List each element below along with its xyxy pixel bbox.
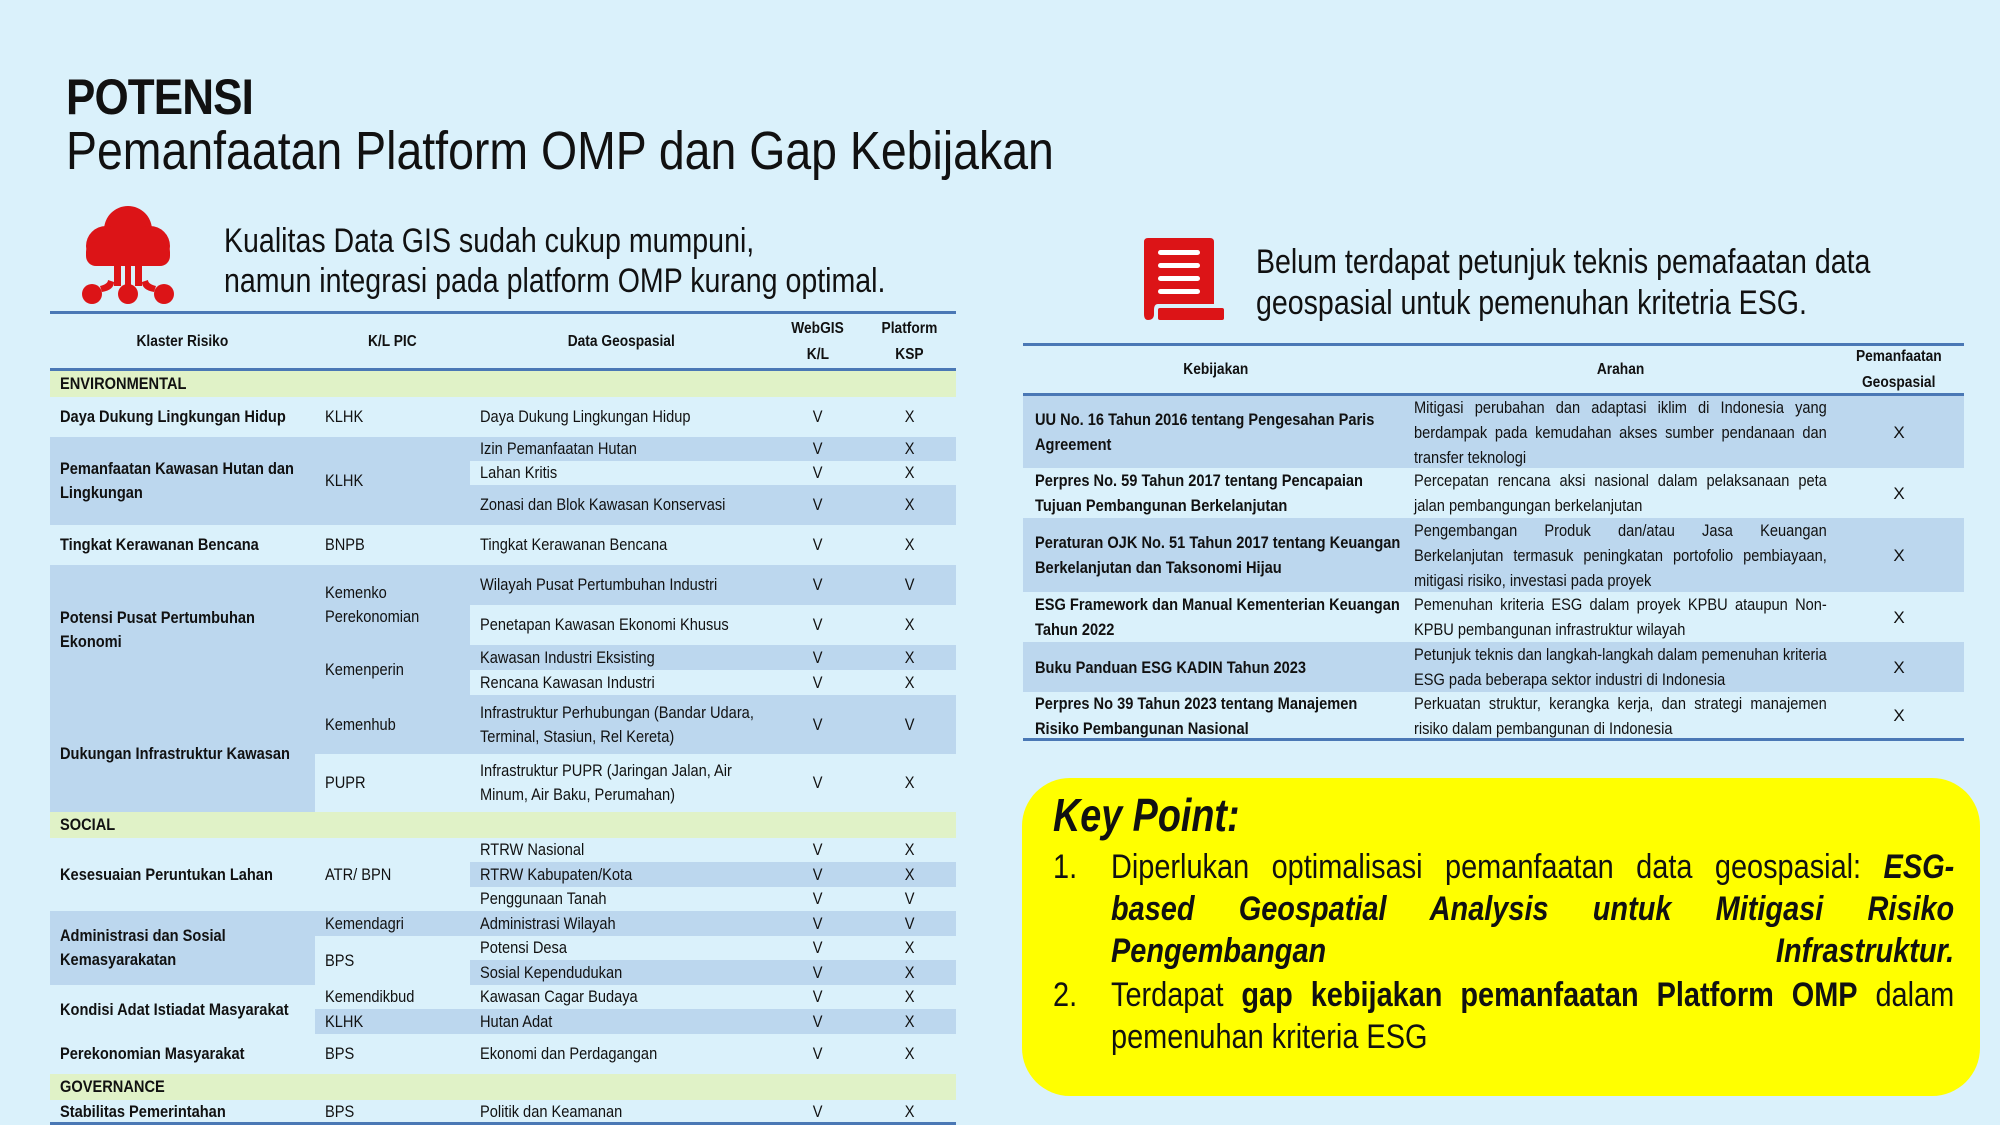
webgis-cell: V <box>773 985 863 1009</box>
platform-cell: X <box>863 754 956 812</box>
page-subtitle: Pemanfaatan Platform OMP dan Gap Kebijakan <box>66 121 1054 181</box>
data-cell: Potensi Desa <box>470 936 773 960</box>
platform-cell: X <box>863 670 956 695</box>
pic-cell: BNPB <box>315 525 470 565</box>
data-cell: Penetapan Kawasan Ekonomi Khusus <box>470 605 773 645</box>
category-environmental: ENVIRONMENTAL <box>50 371 956 397</box>
policy-row <box>1023 396 1964 468</box>
data-cell: Administrasi Wilayah <box>470 911 773 936</box>
arahan-cell: Percepatan rencana aksi nasional dalam pelaksanaan peta jalan pembangungan berkelanjutan <box>1414 471 1827 515</box>
kebijakan-cell: UU No. 16 Tahun 2016 tentang Pengesahan Paris Agreement <box>1035 410 1375 454</box>
page-title: POTENSI <box>66 69 253 125</box>
data-cell: Daya Dukung Lingkungan Hidup <box>470 397 773 437</box>
kebijakan-cell: Buku Panduan ESG KADIN Tahun 2023 <box>1035 657 1307 677</box>
pic-cell: Kemendagri <box>315 911 470 936</box>
arahan-cell: Pemenuhan kriteria ESG dalam proyek KPBU ataupun Non-KPBU pembangunan infrastruktur wilayah <box>1414 595 1827 639</box>
klaster-cell: Potensi Pusat Pertumbuhan Ekonomi <box>50 565 315 695</box>
item-text-pre: Terdapat <box>1111 976 1224 1014</box>
pic-cell: Kemenko Perekonomian <box>315 565 470 645</box>
pemanfaatan-cell: X <box>1893 545 1905 565</box>
klaster-cell: Tingkat Kerawanan Bencana <box>50 525 315 565</box>
key-point-item-2 <box>1053 974 1953 1064</box>
kebijakan-cell: Peraturan OJK No. 51 Tahun 2017 tentang Keuangan Berkelanjutan dan Taksonomi Hijau <box>1035 533 1401 577</box>
data-cell: Zonasi dan Blok Kawasan Konservasi <box>470 485 773 525</box>
data-cell: Izin Pemanfaatan Hutan <box>470 437 773 461</box>
webgis-cell: V <box>773 437 863 461</box>
webgis-cell: V <box>773 887 863 911</box>
platform-cell: X <box>863 936 956 960</box>
data-cell: Kawasan Cagar Budaya <box>470 985 773 1009</box>
webgis-cell: V <box>773 1009 863 1034</box>
platform-cell: X <box>863 985 956 1009</box>
platform-cell: X <box>863 1100 956 1124</box>
pic-cell: ATR/ BPN <box>315 838 470 911</box>
webgis-cell: V <box>773 754 863 812</box>
pic-cell: BPS <box>315 1100 470 1124</box>
platform-cell: V <box>863 887 956 911</box>
platform-cell: X <box>863 605 956 645</box>
webgis-cell: V <box>773 695 863 754</box>
platform-cell: X <box>863 1034 956 1074</box>
klaster-cell: Perekonomian Masyarakat <box>50 1034 315 1074</box>
data-cell: Politik dan Keamanan <box>470 1100 773 1124</box>
col-header-data: Data Geospasial <box>567 333 676 350</box>
col-header-pemanfaatan: Pemanfaatan Geospasial <box>1856 348 1942 391</box>
klaster-cell: Kesesuaian Peruntukan Lahan <box>50 838 315 911</box>
platform-cell: X <box>863 838 956 862</box>
policy-row <box>1023 692 1964 739</box>
klaster-cell: Kondisi Adat Istiadat Masyarakat <box>50 985 315 1034</box>
arahan-cell: Petunjuk teknis dan langkah-langkah dalam pemenuhan kriteria ESG pada beberapa sektor industri di Indonesia <box>1414 645 1827 689</box>
item-text-bold: gap kebijakan pemanfaatan Platform OMP <box>1241 976 1858 1014</box>
webgis-cell: V <box>773 461 863 485</box>
data-cell: RTRW Kabupaten/Kota <box>470 862 773 887</box>
klaster-cell: Pemanfaatan Kawasan Hutan dan Lingkungan <box>50 437 315 525</box>
kebijakan-cell: Perpres No. 59 Tahun 2017 tentang Pencapaian Tujuan Pembangunan Berkelanjutan <box>1035 471 1363 515</box>
webgis-cell: V <box>773 670 863 695</box>
pic-cell: Kemenhub <box>315 695 470 754</box>
item-text-post: dalam pemenuhan kriteria ESG <box>1111 976 1955 1056</box>
webgis-cell: V <box>773 397 863 437</box>
webgis-cell: V <box>773 960 863 985</box>
data-cell: Penggunaan Tanah <box>470 887 773 911</box>
item-text: Diperlukan optimalisasi pemanfaatan data geospasial: <box>1111 848 1862 886</box>
pic-cell: Kemenperin <box>315 645 470 695</box>
pic-cell: BPS <box>315 1034 470 1074</box>
right-intro-line-2: geospasial untuk pemenuhan kritetria ESG. <box>1256 284 1807 322</box>
item-number: 2. <box>1053 976 1078 1014</box>
col-header-klaster: Klaster Risiko <box>136 333 229 350</box>
pemanfaatan-cell: X <box>1893 657 1905 677</box>
pemanfaatan-cell: X <box>1893 607 1905 627</box>
pic-cell: Kemendikbud <box>315 985 470 1009</box>
pic-cell: KLHK <box>315 1009 470 1034</box>
cloud-network-icon <box>78 202 178 306</box>
klaster-cell: Stabilitas Pemerintahan <box>50 1100 315 1124</box>
data-cell: Kawasan Industri Eksisting <box>470 645 773 670</box>
category-governance: GOVERNANCE <box>50 1074 956 1100</box>
platform-cell: V <box>863 695 956 754</box>
webgis-cell: V <box>773 862 863 887</box>
item-number: 1. <box>1053 848 1078 886</box>
webgis-cell: V <box>773 485 863 525</box>
pemanfaatan-cell: X <box>1893 483 1905 503</box>
platform-cell: X <box>863 525 956 565</box>
key-point-item-1 <box>1053 846 1953 976</box>
table-bottom-rule <box>1023 738 1964 741</box>
pic-cell: PUPR <box>315 754 470 812</box>
klaster-cell: Administrasi dan Sosial Kemasyarakatan <box>50 911 315 985</box>
data-cell: Hutan Adat <box>470 1009 773 1034</box>
document-scroll-icon <box>1138 236 1226 322</box>
item-emphasis: ESG-based Geospatial Analysis untuk Mitigasi Risiko Pengembangan Infrastruktur. <box>1111 848 1955 970</box>
webgis-cell: V <box>773 645 863 670</box>
key-point-title: Key Point: <box>1053 789 1240 841</box>
pic-cell: BPS <box>315 936 470 985</box>
webgis-cell: V <box>773 1100 863 1124</box>
platform-cell: V <box>863 911 956 936</box>
data-cell: Ekonomi dan Perdagangan <box>470 1034 773 1074</box>
col-header-kebijakan: Kebijakan <box>1182 361 1249 378</box>
klaster-cell: Daya Dukung Lingkungan Hidup <box>50 397 315 437</box>
pic-cell: KLHK <box>315 437 470 525</box>
platform-cell: X <box>863 862 956 887</box>
policy-row <box>1023 642 1964 692</box>
platform-cell: X <box>863 437 956 461</box>
kebijakan-cell: Perpres No 39 Tahun 2023 tentang Manajemen Risiko Pembangunan Nasional <box>1035 693 1358 738</box>
data-cell: Rencana Kawasan Industri <box>470 670 773 695</box>
platform-cell: X <box>863 485 956 525</box>
platform-cell: X <box>863 461 956 485</box>
webgis-cell: V <box>773 605 863 645</box>
webgis-cell: V <box>773 936 863 960</box>
data-cell: Tingkat Kerawanan Bencana <box>470 525 773 565</box>
data-cell: Lahan Kritis <box>470 461 773 485</box>
platform-cell: X <box>863 960 956 985</box>
webgis-cell: V <box>773 525 863 565</box>
data-cell: Infrastruktur PUPR (Jaringan Jalan, Air Minum, Air Baku, Perumahan) <box>470 754 773 812</box>
platform-cell: X <box>863 1009 956 1034</box>
arahan-cell: Pengembangan Produk dan/atau Jasa Keuangan Berkelanjutan termasuk peningkatan portofolio pembiayaan, mitigasi risiko, investasi pada proyek <box>1414 520 1827 590</box>
webgis-cell: V <box>773 911 863 936</box>
kebijakan-cell: ESG Framework dan Manual Kementerian Keuangan Tahun 2022 <box>1035 595 1400 639</box>
klaster-cell: Dukungan Infrastruktur Kawasan <box>50 695 315 812</box>
webgis-cell: V <box>773 1034 863 1074</box>
platform-cell: V <box>863 565 956 605</box>
policy-row <box>1023 518 1964 592</box>
data-cell: Sosial Kependudukan <box>470 960 773 985</box>
data-cell: Infrastruktur Perhubungan (Bandar Udara, Terminal, Stasiun, Rel Kereta) <box>470 695 773 754</box>
col-header-arahan: Arahan <box>1597 361 1645 378</box>
policy-row <box>1023 592 1964 642</box>
data-cell: RTRW Nasional <box>470 838 773 862</box>
pemanfaatan-cell: X <box>1893 706 1905 725</box>
col-header-webgis: WebGIS K/L <box>791 320 845 363</box>
category-social: SOCIAL <box>50 812 956 838</box>
arahan-cell: Perkuatan struktur, kerangka kerja, dan strategi manajemen risiko dalam pembangunan di Indonesia <box>1414 693 1827 738</box>
left-intro-line-2: namun integrasi pada platform OMP kurang optimal. <box>224 262 886 300</box>
arahan-cell: Mitigasi perubahan dan adaptasi iklim di Indonesia yang berdampak pada kemudahan akses sumber pendanaan dan transfer teknologi <box>1414 397 1827 467</box>
platform-cell: X <box>863 645 956 670</box>
data-cell: Wilayah Pusat Pertumbuhan Industri <box>470 565 773 605</box>
col-header-platform: Platform KSP <box>881 320 938 363</box>
webgis-cell: V <box>773 565 863 605</box>
pemanfaatan-cell: X <box>1893 422 1905 442</box>
left-intro-line-1: Kualitas Data GIS sudah cukup mumpuni, <box>224 222 755 260</box>
col-header-pic: K/L PIC <box>368 333 417 350</box>
webgis-cell: V <box>773 838 863 862</box>
policy-row <box>1023 468 1964 518</box>
pic-cell: KLHK <box>315 397 470 437</box>
right-intro-line-1: Belum terdapat petunjuk teknis pemafaatan data <box>1256 243 1871 281</box>
platform-cell: X <box>863 397 956 437</box>
